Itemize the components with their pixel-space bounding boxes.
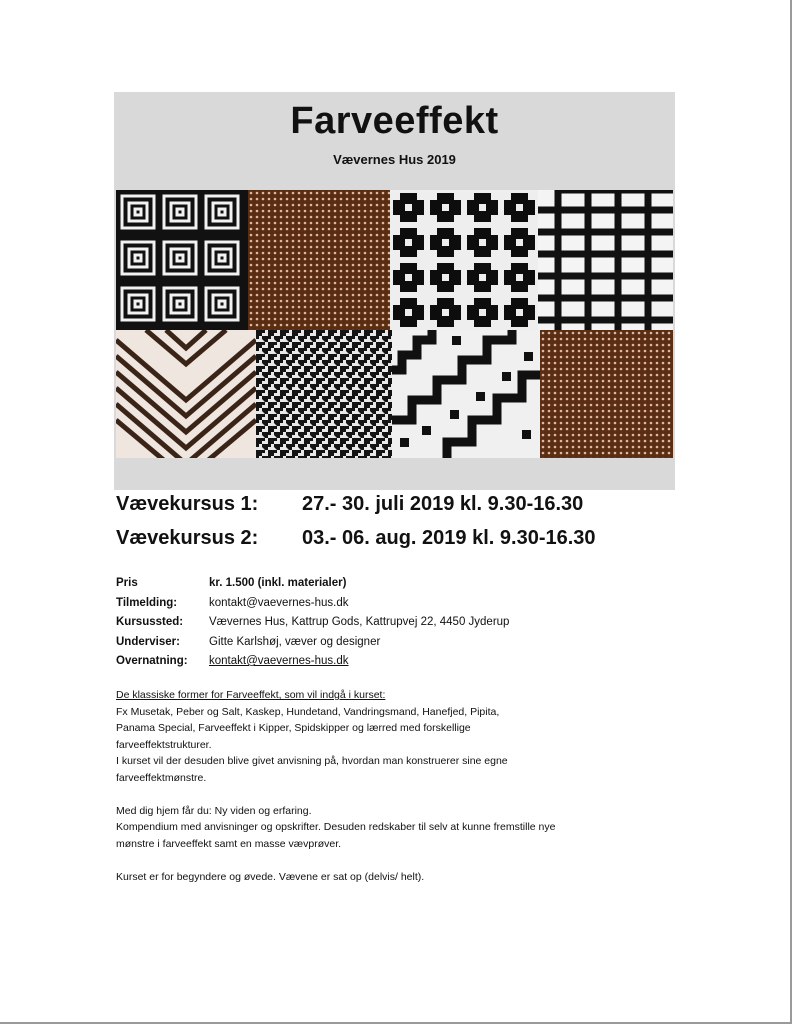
kursussted-value: Vævernes Hus, Kattrup Gods, Kattrupvej 22, 4450 Jyderup [209,616,510,628]
description-line: Kurset er for begyndere og øvede. Vævene er sat op (delvis/ helt). [116,870,425,883]
description-line: Fx Musetak, Peber og Salt, Kaskep, Hundetand, Vandringsmand, Hanefjed, Pipita, [116,705,500,718]
cross-blocks-pattern-image [390,190,538,330]
pris-label: Pris [116,577,138,589]
nested-squares-pattern-image [116,190,248,330]
description-line: farveeffektmønstre. [116,771,207,784]
pris-value: kr. 1.500 (inkl. materialer) [209,577,347,589]
course-1-dates: 27.- 30. juli 2019 kl. 9.30-16.30 [302,493,584,515]
overnatning-email-link[interactable]: kontakt@vaevernes-hus.dk [209,655,349,667]
description-line: Kompendium med anvisninger og opskrifter. Desuden redskaber til selv at kunne fremstille nye [116,821,556,833]
tilmelding-value: kontakt@vaevernes-hus.dk [209,596,349,609]
overnatning-label: Overnatning: [116,655,188,667]
course-1-label: Vævekursus 1: [116,493,259,515]
houndstooth-pattern-image [256,330,392,458]
course-1 [116,493,583,516]
tilmelding-label: Tilmelding: [116,596,178,609]
diagonal-steps-pattern-image [392,330,540,458]
description [116,687,686,885]
kursussted-label: Kursussted: [116,616,184,628]
description-heading: De klassiske former for Farveeffekt, som vil indgå i kurset: [116,689,386,701]
description-line: Panama Special, Farveeffekt i Kipper, Spidskipper og lærred med forskellige [116,722,471,734]
brown-dots-pattern-image [248,190,390,330]
underviser-value: Gitte Karlshøj, væver og designer [209,635,381,648]
course-2-label: Vævekursus 2: [116,527,259,549]
description-line: Med dig hjem får du: Ny viden og erfaring. [116,804,312,817]
description-line: mønstre i farveeffekt samt en masse vævprøver. [116,837,342,850]
description-line: farveeffektstrukturer. [116,738,212,751]
course-2-dates: 03.- 06. aug. 2019 kl. 9.30-16.30 [302,527,596,549]
course-2 [116,527,596,550]
chevron-pattern-image [116,330,256,458]
page-title: Farveeffekt [290,100,499,142]
zigzag-stripes-pattern-image [538,190,673,330]
pattern-gallery [114,188,675,490]
description-line: I kurset vil der desuden blive givet anvisning på, hvordan man konstruerer sine egne [116,755,508,767]
page-subtitle: Vævernes Hus 2019 [333,152,456,167]
brown-dots-pattern-2-image [540,330,673,458]
underviser-label: Underviser: [116,635,180,648]
